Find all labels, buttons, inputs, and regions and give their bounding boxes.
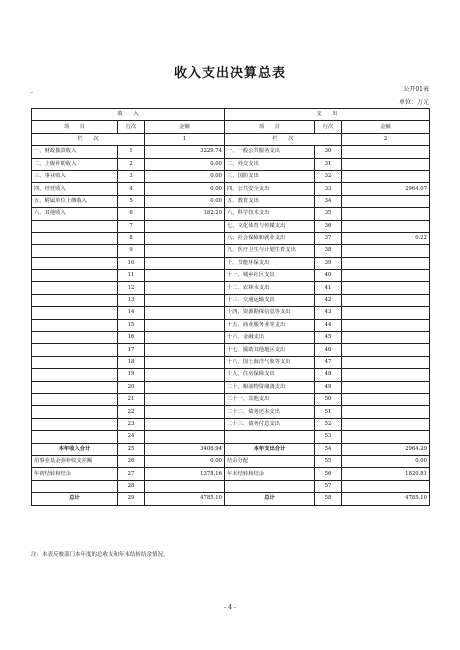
income-item: [32, 418, 118, 430]
income-line-no: 2: [118, 158, 145, 170]
expense-line-no: 30: [315, 146, 342, 158]
table-row: [32, 208, 430, 220]
table-row: [32, 232, 430, 244]
expense-item: 五、教育支出: [225, 195, 315, 207]
table-row: [32, 220, 430, 232]
expense-item: [225, 480, 315, 492]
expense-item: 十、节能环保支出: [225, 257, 315, 269]
expense-amount: [342, 158, 430, 170]
income-amount: [145, 270, 225, 282]
expense-item: 四、公共安全支出: [225, 183, 315, 195]
column-header-row: [32, 121, 430, 133]
expense-line-no: 44: [315, 319, 342, 331]
income-item: [32, 344, 118, 356]
expense-item: 二十三、债务付息支出: [225, 418, 315, 430]
column-number-label-expense: 栏 次: [225, 133, 342, 145]
expense-item: 二十、粮油物资储备支出: [225, 381, 315, 393]
expense-amount: [342, 418, 430, 430]
income-amount: [145, 356, 225, 368]
grand-total-row: [32, 493, 430, 505]
expense-amount: [342, 356, 430, 368]
unit-label: 单位：万元: [398, 99, 429, 106]
income-item: [32, 332, 118, 344]
table-row: [32, 257, 430, 269]
income-line-no: 25: [118, 443, 145, 455]
expense-amount: [342, 208, 430, 220]
expense-item: 十六、金融支出: [225, 332, 315, 344]
table-row: [32, 406, 430, 418]
col-header-item-expense: 项 目: [225, 121, 315, 133]
income-amount: [145, 418, 225, 430]
income-section-header: 收 入: [32, 109, 225, 121]
table-row: [32, 393, 430, 405]
expense-item: 十一、城乡社区支出: [225, 270, 315, 282]
expense-item: [225, 431, 315, 443]
table-row: [32, 418, 430, 430]
income-line-no: 6: [118, 208, 145, 220]
income-amount: [145, 344, 225, 356]
income-amount: [145, 282, 225, 294]
expense-line-no: 38: [315, 245, 342, 257]
expense-line-no: 56: [315, 468, 342, 480]
expense-line-no: 51: [315, 406, 342, 418]
expense-item: 总计: [225, 493, 315, 505]
expense-line-no: 32: [315, 170, 342, 182]
income-line-no: 11: [118, 270, 145, 282]
expense-amount: [342, 431, 430, 443]
income-amount: [145, 307, 225, 319]
table-row: [32, 282, 430, 294]
expense-item: 十四、资源勘探信息等支出: [225, 307, 315, 319]
expense-amount: [342, 393, 430, 405]
expense-amount: 2964.07: [342, 183, 430, 195]
table-row: [32, 170, 430, 182]
expense-amount: [342, 282, 430, 294]
income-item: 用事业基金弥补收支差额: [32, 455, 118, 467]
expense-item: 八、社会保障和就业支出: [225, 232, 315, 244]
expense-amount: [342, 332, 430, 344]
income-line-no: 8: [118, 232, 145, 244]
expense-item: 本年支出合计: [225, 443, 315, 455]
expense-amount: [342, 170, 430, 182]
expense-amount: [342, 220, 430, 232]
expense-line-no: 47: [315, 356, 342, 368]
expense-line-no: 58: [315, 493, 342, 505]
expense-amount: 4785.10: [342, 493, 430, 505]
expense-amount: [342, 381, 430, 393]
expense-line-no: 43: [315, 307, 342, 319]
income-amount: [145, 381, 225, 393]
income-item: [32, 406, 118, 418]
expense-line-no: 45: [315, 332, 342, 344]
expense-amount: [342, 344, 430, 356]
table-row: [32, 356, 430, 368]
income-item: [32, 257, 118, 269]
table-row: [32, 480, 430, 492]
income-amount: [145, 257, 225, 269]
expense-line-no: 54: [315, 443, 342, 455]
expense-line-no: 37: [315, 232, 342, 244]
expense-amount: 0.00: [342, 455, 430, 467]
expense-item: 十五、商业服务业等支出: [225, 319, 315, 331]
expense-amount: [342, 146, 430, 158]
income-line-no: 23: [118, 418, 145, 430]
expense-line-no: 41: [315, 282, 342, 294]
income-line-no: 4: [118, 183, 145, 195]
table-row: [32, 158, 430, 170]
expense-item: 十八、国土海洋气象等支出: [225, 356, 315, 368]
budget-table: [31, 108, 430, 506]
expense-item: 一、一般公共服务支出: [225, 146, 315, 158]
income-amount: 0.00: [145, 455, 225, 467]
expense-line-no: 39: [315, 257, 342, 269]
income-item: 三、事业收入: [32, 170, 118, 182]
income-amount: 3229.74: [145, 146, 225, 158]
page-number: - 4 -: [224, 604, 236, 611]
expense-amount: [342, 369, 430, 381]
expense-section-header: 支 出: [225, 109, 430, 121]
form-number: 公开01表: [403, 86, 429, 93]
income-amount: [145, 406, 225, 418]
income-item: [32, 381, 118, 393]
income-column-number: 1: [145, 133, 225, 145]
income-amount: 182.20: [145, 208, 225, 220]
income-line-no: 17: [118, 344, 145, 356]
income-item: 二、上级补助收入: [32, 158, 118, 170]
income-line-no: 10: [118, 257, 145, 269]
column-number-row: [32, 133, 430, 145]
income-line-no: 15: [118, 319, 145, 331]
expense-amount: [342, 294, 430, 306]
income-line-no: 22: [118, 406, 145, 418]
income-item: [32, 294, 118, 306]
income-line-no: 20: [118, 381, 145, 393]
expense-amount: [342, 270, 430, 282]
income-amount: 0.00: [145, 170, 225, 182]
income-line-no: 29: [118, 493, 145, 505]
income-line-no: 14: [118, 307, 145, 319]
page-title: 收入支出决算总表: [173, 66, 286, 81]
table-row: [32, 307, 430, 319]
income-item: [32, 319, 118, 331]
expense-amount: [342, 257, 430, 269]
income-amount: 0.00: [145, 195, 225, 207]
income-line-no: 12: [118, 282, 145, 294]
table-row: [32, 270, 430, 282]
expense-line-no: 50: [315, 393, 342, 405]
income-amount: [145, 319, 225, 331]
table-row: [32, 344, 430, 356]
income-item: [32, 307, 118, 319]
income-amount: [145, 294, 225, 306]
income-line-no: 5: [118, 195, 145, 207]
col-header-line: 行次: [118, 121, 145, 133]
income-item: [32, 393, 118, 405]
expense-line-no: 33: [315, 183, 342, 195]
expense-line-no: 36: [315, 220, 342, 232]
expense-item: 十七、援助其他地区支出: [225, 344, 315, 356]
expense-amount: [342, 307, 430, 319]
expense-item: 十九、住房保障支出: [225, 369, 315, 381]
expense-line-no: 42: [315, 294, 342, 306]
col-header-amount-expense: 金额: [342, 121, 430, 133]
income-item: 本年收入合计: [32, 443, 118, 455]
table-row: [32, 183, 430, 195]
income-amount: [145, 369, 225, 381]
income-item: [32, 220, 118, 232]
expense-amount: [342, 319, 430, 331]
expense-amount: [342, 195, 430, 207]
expense-item: 七、文化体育与传媒支出: [225, 220, 315, 232]
expense-item: 年末结转和结余: [225, 468, 315, 480]
income-line-no: 24: [118, 431, 145, 443]
expense-line-no: 35: [315, 208, 342, 220]
income-item: [32, 480, 118, 492]
income-amount: 3406.94: [145, 443, 225, 455]
income-amount: 0.00: [145, 158, 225, 170]
income-item: [32, 282, 118, 294]
column-number-label: 栏 次: [32, 133, 145, 145]
col-header-amount: 金额: [145, 121, 225, 133]
income-line-no: 28: [118, 480, 145, 492]
income-item: [32, 431, 118, 443]
expense-amount: 2964.29: [342, 443, 430, 455]
income-amount: [145, 431, 225, 443]
expense-item: 十二、农林水支出: [225, 282, 315, 294]
col-header-item: 项 目: [32, 121, 118, 133]
expense-line-no: 46: [315, 344, 342, 356]
income-item: [32, 270, 118, 282]
income-line-no: 19: [118, 369, 145, 381]
header-dot: .: [31, 88, 33, 95]
income-item: 六、其他收入: [32, 208, 118, 220]
expense-line-no: 57: [315, 480, 342, 492]
expense-line-no: 53: [315, 431, 342, 443]
expense-amount: [342, 245, 430, 257]
income-item: 一、财政拨款收入: [32, 146, 118, 158]
table-row: [32, 455, 430, 467]
income-item: [32, 245, 118, 257]
income-amount: [145, 245, 225, 257]
income-item: 年初结转和结余: [32, 468, 118, 480]
income-item: 总计: [32, 493, 118, 505]
footnote: 注：本表反映部门本年度的总收支和年末结转结余情况。: [31, 552, 169, 558]
table-row: [32, 245, 430, 257]
expense-line-no: 34: [315, 195, 342, 207]
income-line-no: 1: [118, 146, 145, 158]
income-line-no: 9: [118, 245, 145, 257]
table-row: [32, 319, 430, 331]
expense-amount: 0.22: [342, 232, 430, 244]
expense-item: 二十一、其他支出: [225, 393, 315, 405]
income-item: [32, 356, 118, 368]
expense-item: 结余分配: [225, 455, 315, 467]
income-amount: [145, 232, 225, 244]
income-amount: [145, 480, 225, 492]
table-row: [32, 369, 430, 381]
table-row: [32, 468, 430, 480]
expense-line-no: 48: [315, 369, 342, 381]
expense-line-no: 31: [315, 158, 342, 170]
income-item: [32, 369, 118, 381]
section-header-row: [32, 109, 430, 121]
income-line-no: 21: [118, 393, 145, 405]
income-amount: 1378.16: [145, 468, 225, 480]
table-row: [32, 381, 430, 393]
table-row: [32, 294, 430, 306]
table-row: [32, 332, 430, 344]
total-row: [32, 443, 430, 455]
table-row: [32, 431, 430, 443]
expense-amount: [342, 480, 430, 492]
expense-item: 二、外交支出: [225, 158, 315, 170]
income-amount: [145, 220, 225, 232]
income-item: 五、附属单位上缴收入: [32, 195, 118, 207]
income-line-no: 18: [118, 356, 145, 368]
income-amount: 4785.10: [145, 493, 225, 505]
col-header-line-expense: 行次: [315, 121, 342, 133]
income-item: 四、经营收入: [32, 183, 118, 195]
income-line-no: 27: [118, 468, 145, 480]
income-amount: 0.00: [145, 183, 225, 195]
expense-line-no: 40: [315, 270, 342, 282]
expense-line-no: 55: [315, 455, 342, 467]
income-line-no: 3: [118, 170, 145, 182]
expense-column-number: 2: [342, 133, 430, 145]
expense-item: 二十二、债务还本支出: [225, 406, 315, 418]
income-line-no: 7: [118, 220, 145, 232]
table-row: [32, 195, 430, 207]
income-line-no: 16: [118, 332, 145, 344]
income-line-no: 13: [118, 294, 145, 306]
expense-item: 十三、交通运输支出: [225, 294, 315, 306]
expense-line-no: 52: [315, 418, 342, 430]
expense-item: 九、医疗卫生与计划生育支出: [225, 245, 315, 257]
income-line-no: 26: [118, 455, 145, 467]
expense-item: 六、科学技术支出: [225, 208, 315, 220]
income-item: [32, 232, 118, 244]
expense-line-no: 49: [315, 381, 342, 393]
income-amount: [145, 393, 225, 405]
income-amount: [145, 332, 225, 344]
table-row: [32, 146, 430, 158]
expense-amount: 1820.81: [342, 468, 430, 480]
expense-item: 三、国防支出: [225, 170, 315, 182]
expense-amount: [342, 406, 430, 418]
